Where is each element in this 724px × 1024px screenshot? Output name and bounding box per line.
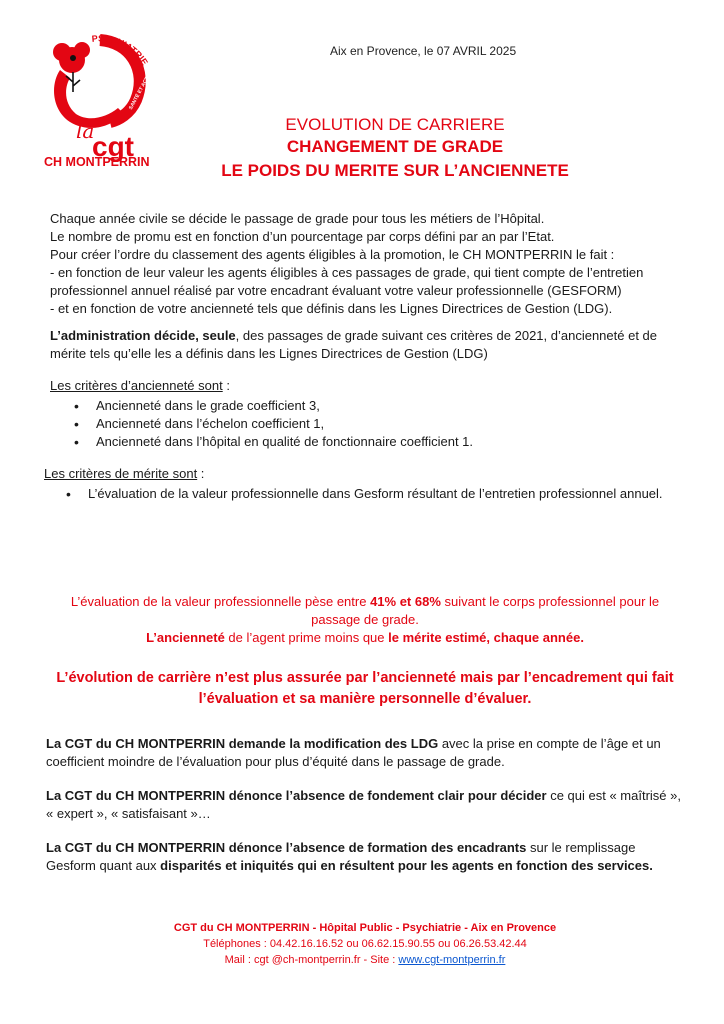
seniority-list (50, 397, 680, 451)
list-item: • Ancienneté dans l’hôpital en qualité de fonctionnaire coefficient 1. (96, 433, 680, 451)
admin-paragraph (50, 327, 680, 363)
title-line-3: LE POIDS DU MERITE SUR L’ANCIENNETE (221, 161, 569, 180)
intro-line: - et en fonction de votre ancienneté tels que définis dans les Lignes Directrices de Gestion (LDG). (50, 301, 613, 316)
demand-bold: La CGT du CH MONTPERRIN demande la modification des LDG (46, 736, 439, 751)
admin-bold: L’administration décide, seule (50, 328, 236, 343)
weight-callout (50, 593, 680, 647)
title-line-2: CHANGEMENT DE GRADE (286, 137, 504, 156)
callout-line-1 (50, 593, 680, 629)
list-item: • Ancienneté dans l’échelon coefficient 1, (96, 415, 680, 433)
seniority-heading (50, 377, 680, 395)
logo-brand: cgt (92, 131, 134, 162)
title-line-1: EVOLUTION DE CARRIERE (285, 115, 505, 134)
demand-bold: disparités et iniquités qui en résultent pour les agents en fonction des services. (160, 858, 653, 873)
key-statement: L’évolution de carrière n’est plus assurée par l’ancienneté mais par l’encadrement qui fait l’évaluation et sa manière personnelle d’évaluer. (56, 670, 674, 707)
demand-bold: La CGT du CH MONTPERRIN dénonce l’absence de fondement clair pour décider (46, 788, 547, 803)
intro-line: Pour créer l’ordre du classement des agents éligibles à la promotion, le CH MONTPERRIN le fait : (50, 247, 615, 262)
intro-line: - en fonction de leur valeur les agents éligibles à ces passages de grade, qui tient compte de l’entretien professionnel annuel réalisé par votre encadrant évaluant votre valeur professionnelle (GESFORM) (50, 265, 644, 298)
callout-line-2 (50, 629, 680, 647)
demand-paragraph (46, 839, 686, 875)
footer-mail: Mail : cgt @ch-montperrin.fr - Site : (224, 954, 399, 966)
cgt-logo (40, 30, 160, 165)
callout-percent: 41% et 68% (370, 594, 441, 609)
callout-text: L’évaluation de la valeur professionnelle pèse entre (70, 594, 371, 609)
callout-bold: le mérite estimé, chaque année. (388, 630, 584, 645)
callout-text: suivant le corps professionnel pour le passage de grade. (311, 594, 660, 627)
logo-arc-text: PSYCHIATRIE (91, 33, 150, 68)
list-item: • L’évaluation de la valeur professionnelle dans Gesform résultant de l’entretien professionnel annuel. (88, 485, 680, 503)
callout-text: de l’agent prime moins que (224, 630, 389, 645)
intro-line: Chaque année civile se décide le passage de grade pour tous les métiers de l’Hôpital. (50, 211, 545, 226)
demand-rest: ce qui est « maîtrisé », « expert », « satisfaisant »… (46, 788, 681, 821)
footer-org: CGT du CH MONTPERRIN - Hôpital Public - Psychiatrie - Aix en Provence (173, 922, 557, 934)
demand-rest: avec la prise en compte de l’âge et un coefficient moindre de l’évaluation pour plus d’équité dans le passage de grade. (46, 736, 661, 769)
callout-bold: L’ancienneté (146, 630, 225, 645)
intro-line: Le nombre de promu est en fonction d’un pourcentage par corps défini par an par l’Etat. (50, 229, 555, 244)
seniority-heading-text: Les critères d’ancienneté sont (50, 378, 223, 393)
demand-bold: La CGT du CH MONTPERRIN dénonce l’absence de formation des encadrants (46, 840, 527, 855)
footer-phones: Téléphones : 04.42.16.16.52 ou 06.62.15.90.55 ou 06.26.53.42.44 (203, 938, 527, 950)
logo-script-text: la (76, 119, 95, 143)
merit-heading-suffix: : (197, 466, 205, 481)
date-line: Aix en Provence, le 07 AVRIL 2025 (330, 44, 517, 58)
title-block (150, 114, 640, 184)
admin-rest: , des passages de grade suivant ces critères de 2021, d’ancienneté et de mérite tels qu’elle les a définis dans les Lignes Directrices de Gestion (LDG) (50, 328, 658, 361)
website-link[interactable]: www.cgt-montperrin.fr (398, 954, 506, 966)
logo-side-text: SANTÉ ET ACTION SOCIALE (128, 47, 160, 111)
body-text (44, 210, 680, 503)
merit-heading-text: Les critères de mérite sont (44, 466, 198, 481)
merit-list (50, 485, 680, 503)
seniority-heading-suffix: : (222, 378, 230, 393)
logo-org-name: CH MONTPERRIN (44, 155, 150, 169)
footer (90, 920, 640, 968)
merit-heading (44, 465, 680, 483)
demand-paragraph (46, 735, 686, 771)
cgt-demands (46, 735, 686, 891)
demand-paragraph (46, 787, 686, 823)
demand-rest: sur le remplissage Gesform quant aux (46, 840, 636, 873)
list-item: • Ancienneté dans le grade coefficient 3, (96, 397, 680, 415)
footer-contact (90, 952, 640, 968)
